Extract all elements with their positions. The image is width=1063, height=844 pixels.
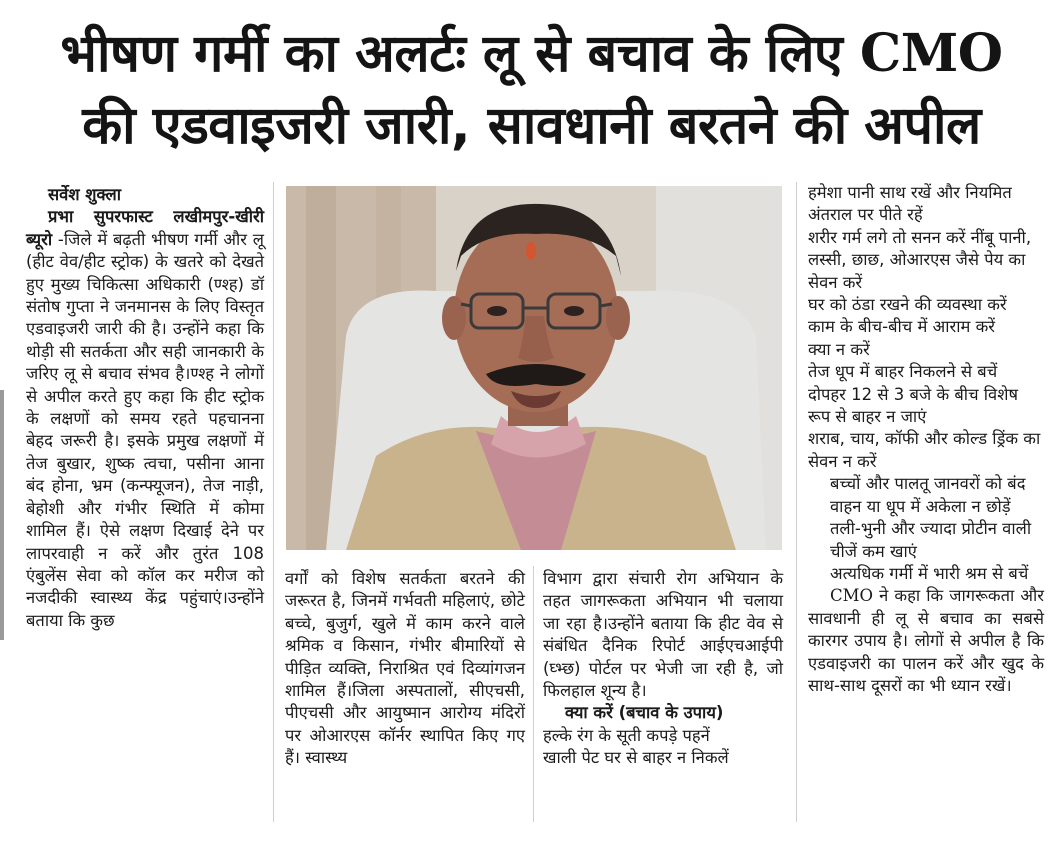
page-edge-mark: [0, 390, 4, 640]
tip-item: हमेशा पानी साथ रखें और नियमित अंतराल पर पीते रहें: [808, 183, 1012, 225]
tip-item: तली-भुनी और ज्यादा प्रोटीन वाली चीजें कम खाएं: [830, 519, 1032, 561]
column-1: [26, 184, 264, 632]
tip-item: दोपहर 12 से 3 बजे के बीच विशेष रूप से बाहर न जाएं: [808, 384, 1018, 427]
column-divider: [273, 182, 274, 822]
subhead-what-not-to-do: क्या न करें: [808, 339, 870, 359]
headline: [0, 18, 1063, 162]
tip-item: शराब, चाय, कॉफी और कोल्ड ड्रिंक का सेवन न करें: [808, 429, 1041, 471]
tip-item: हल्के रंग के सूती कपड़े पहनें: [543, 725, 710, 745]
tip-item: तेज धूप में बाहर निकलने से बचें: [808, 362, 998, 382]
column-3-text: विभाग द्वारा संचारी रोग अभियान के तहत जागरूकता अभियान भी चलाया जा रहा है।उन्होंने बताया कि हीट वेव से संबंधित दैनिक रिपोर्ट आईएचआईपी (घ्भ्छ) पोर्टल पर भेजी जा रही है, जो फिलहाल शून्य है।: [543, 569, 783, 701]
closing-statement: ने कहा कि जागरूकता और सावधानी ही लू से बचाव का सबसे कारगर उपाय है। लोगों से अपील है कि एडवाइजरी का पालन करें और खुद के साथ-साथ दूसरों का भी ध्यान रखें।: [808, 586, 1044, 695]
column-2-text: वर्गों को विशेष सतर्कता बरतने की जरूरत है, जिनमें गर्भवती महिलाएं, छोटे बच्चे, बुजुर्ग, खुले में काम करने वाले श्रमिक व किसान, गंभीर बीमारियों से पीड़ित व्यक्ति, निराश्रित एवं दिव्यांगजन शामिल हैं।जिला अस्पतालों, सीएचसी, पीएचसी और आयुष्मान आरोग्य मंदिरों पर ओआरएस कॉर्नर स्थापित किए गए हैं। स्वास्थ्य: [285, 569, 525, 768]
headline-line-1: [0, 18, 1063, 90]
tip-item: शरीर गर्म लगे तो सनन करें नींबू पानी, लस्सी, छाछ, ओआरएस जैसे पेय का सेवन करें: [808, 227, 1032, 292]
subhead-what-to-do: क्या करें (बचाव के उपाय): [565, 703, 724, 723]
cmo-portrait-photo: [286, 186, 782, 550]
cmo-label: CMO: [830, 586, 874, 606]
column-divider: [533, 566, 534, 822]
tip-item: खाली पेट घर से बाहर न निकलें: [543, 748, 729, 768]
headline-text-1: भीषण गर्मी का अलर्टः लू से बचाव के लिए: [60, 24, 860, 84]
column-2: [285, 568, 525, 770]
headline-line-2: की एडवाइजरी जारी, सावधानी बरतने की अपील: [82, 96, 981, 156]
tip-item: अत्यधिक गर्मी में भारी श्रम से बचें: [830, 563, 1029, 583]
portrait-photo-icon: [286, 186, 782, 550]
column-1-text: -जिले में बढ़ती भीषण गर्मी और लू (हीट वेव/हीट स्ट्रोक) के खतरे को देखते हुए मुख्य चिकित्सा अधिकारी (ण्श्ह) डॉ संतोष गुप्ता ने जनमानस के लिए विस्तृत एडवाइजरी जारी की है। उन्होंने कहा कि थोड़ी सी सतर्कता और सही जानकारी के जरिए लू से बचाव संभव है।ण्श्ह ने लोगों से अपील करते हुए कहा कि हीट स्ट्रोक के लक्षणों को समय रहते पहचानना बेहद जरूरी है। इसके प्रमुख लक्षणों में तेज बुखार, शुष्क त्वचा, पसीना आना बंद होना, भ्रम (कन्फ्यूजन), तेज नाड़ी, बेहोशी और गंभीर स्थिति में कोमा शामिल हैं। ऐसे लक्षण दिखाई देने पर लापरवाही न करें और तुरंत 108 एंबुलेंस सेवा को कॉल कर मरीज को नजदीकी स्वास्थ्य केंद्र पहुंचाएं।उन्होंने बताया कि कुछ: [26, 229, 264, 630]
tip-item: बच्चों और पालतू जानवरों को बंद वाहन या धूप में अकेला न छोड़ें: [830, 474, 1026, 516]
tip-item: घर को ठंडा रखने की व्यवस्था करें: [808, 295, 1007, 315]
column-divider: [796, 182, 797, 822]
author-byline: सर्वेश शुक्ला: [48, 185, 121, 204]
headline-cmo: CMO: [859, 23, 1003, 84]
tip-item: काम के बीच-बीच में आराम करें: [808, 317, 996, 337]
column-4: [808, 182, 1044, 697]
bureau-dateline: प्रभा सुपरफास्ट लखीमपुर-खीरी ब्यूरो: [26, 207, 264, 249]
column-3: [543, 568, 783, 770]
